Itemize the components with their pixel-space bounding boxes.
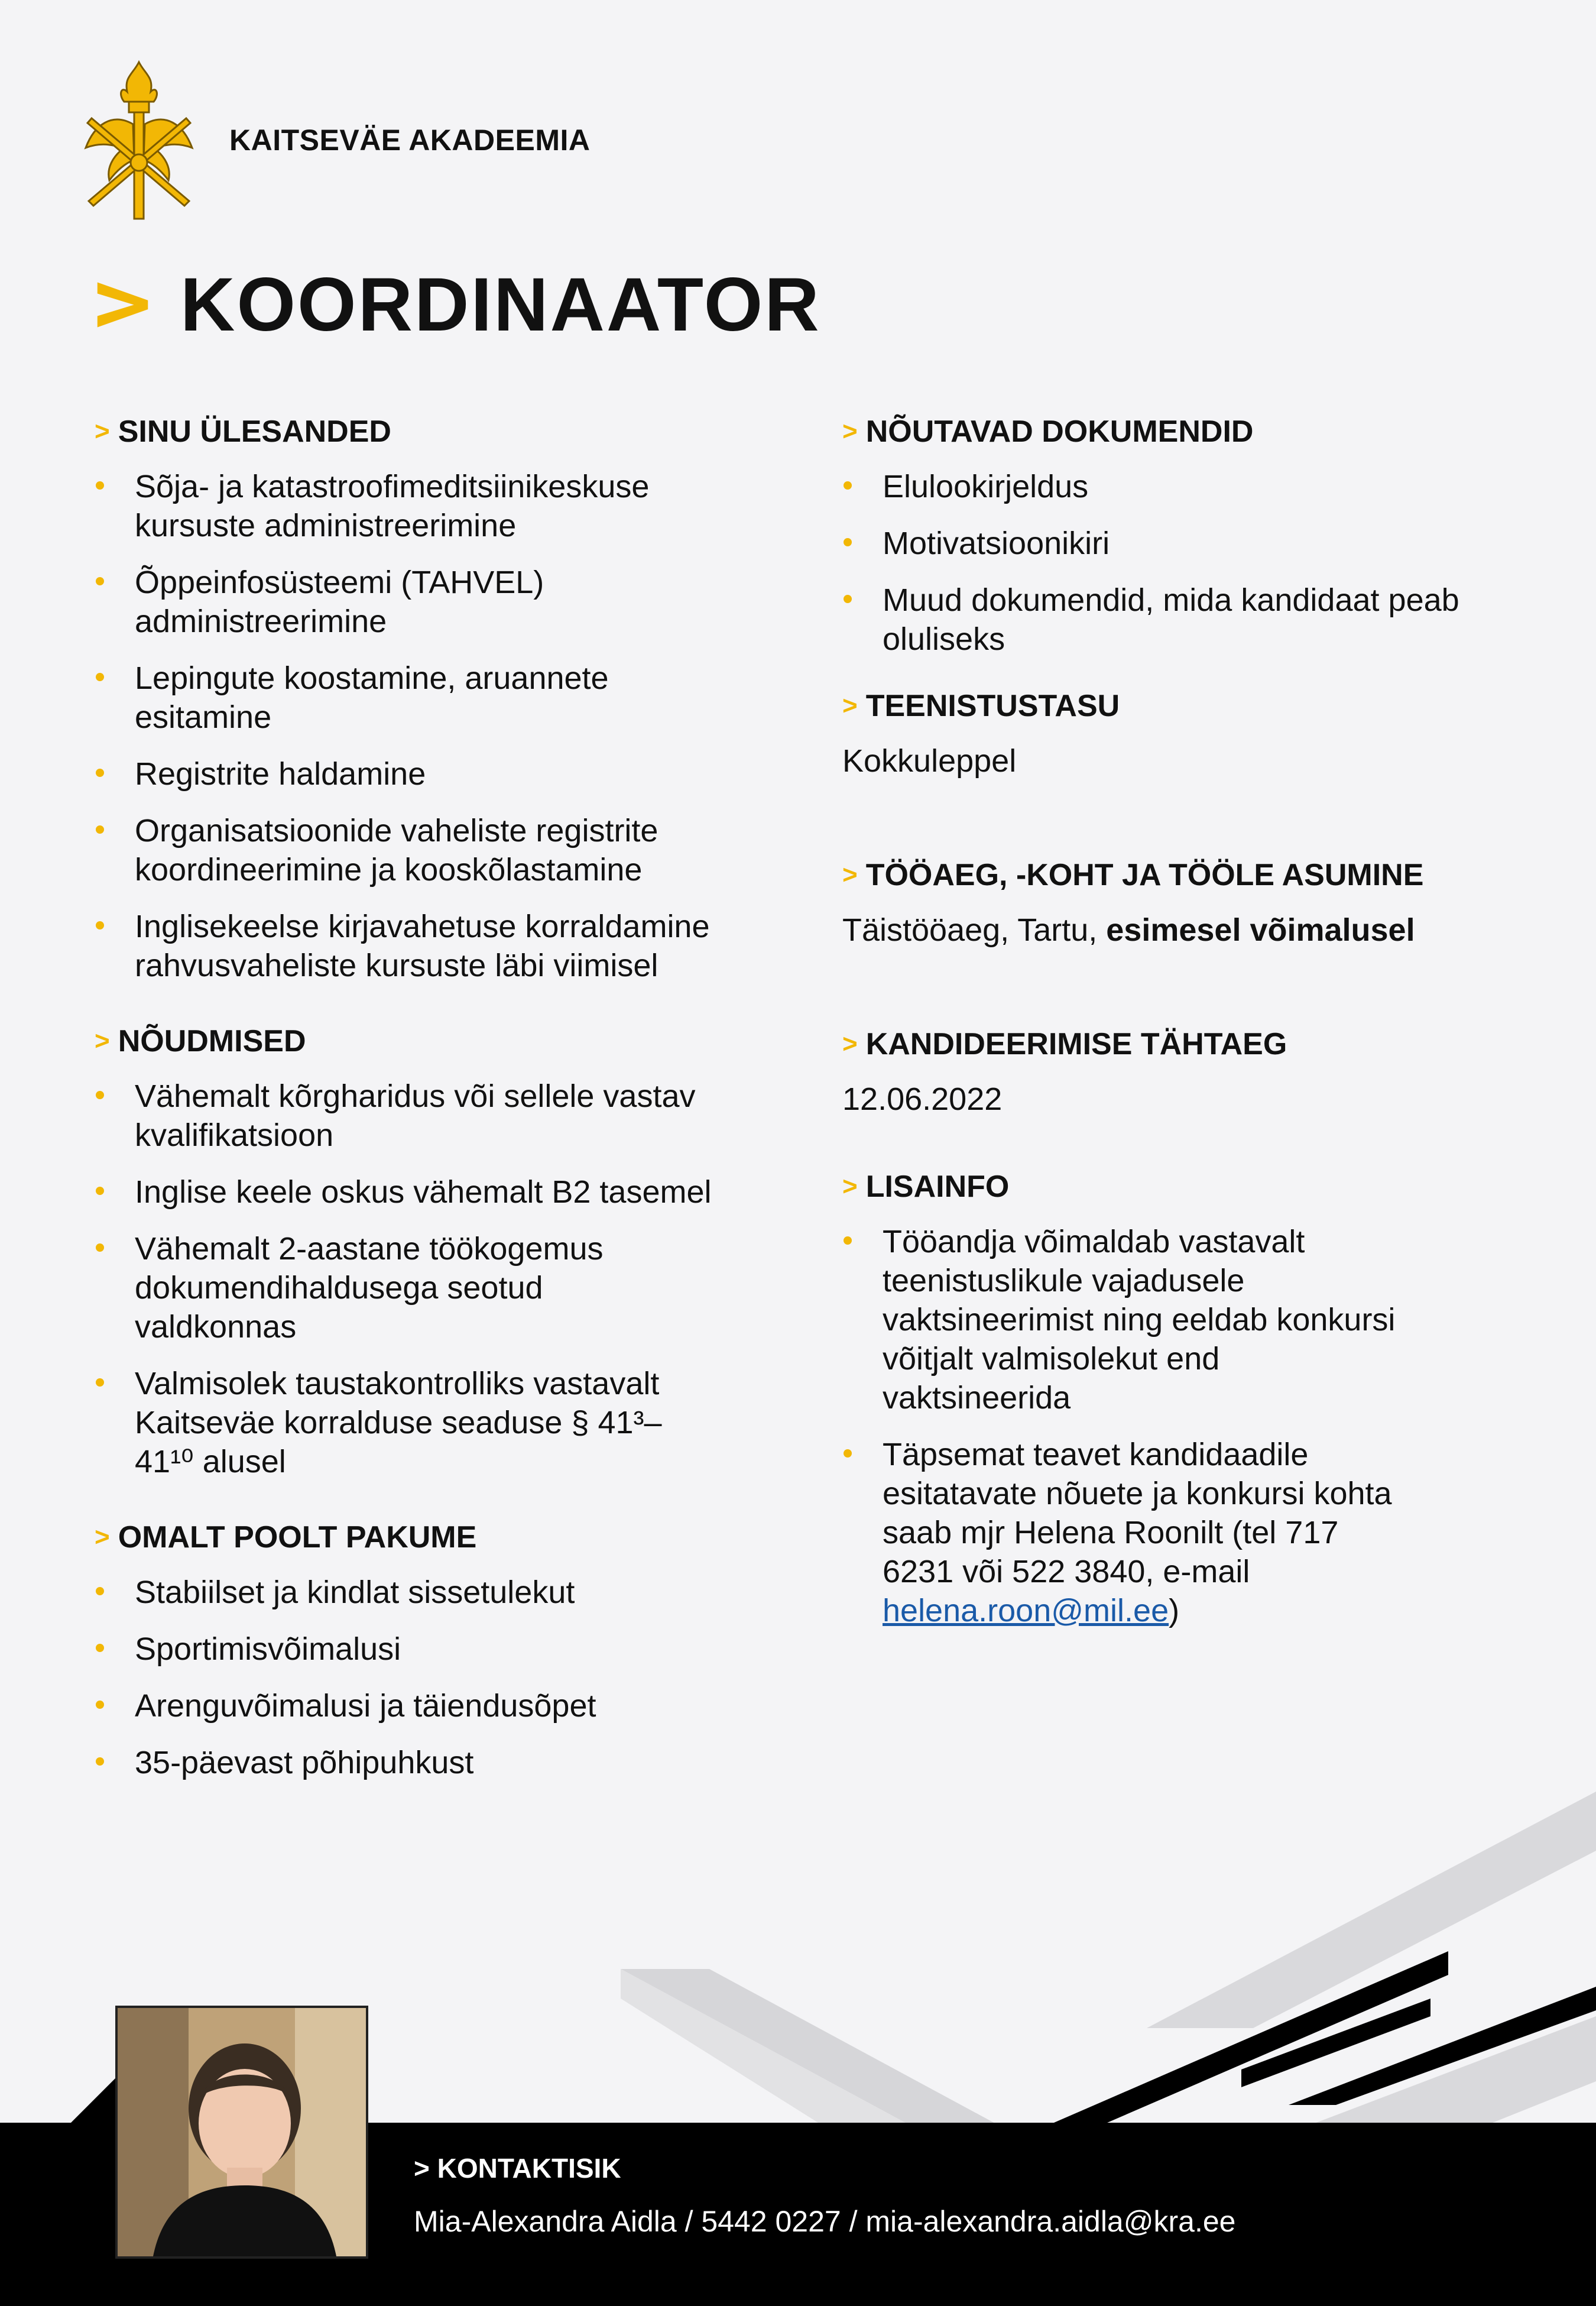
bullet-icon — [96, 577, 104, 585]
contact-photo — [115, 2006, 368, 2259]
chevron-icon: > — [842, 1029, 858, 1058]
person-portrait-icon — [118, 2008, 366, 2256]
email-link[interactable]: helena.roon@mil.ee — [883, 1593, 1169, 1628]
bullet-icon — [96, 825, 104, 834]
section-heading: > NÕUDMISED — [95, 1024, 306, 1058]
bullet-icon — [96, 769, 104, 777]
chevron-icon: > — [95, 417, 110, 446]
list-item: Arenguvõimalusi ja täiendusõpet — [95, 1686, 757, 1725]
chevron-icon: > — [842, 691, 858, 720]
bullet-icon — [96, 921, 104, 929]
info-list — [842, 1222, 1510, 1630]
deadline-date: 12.06.2022 — [842, 1081, 1003, 1117]
bullet-icon — [96, 1187, 104, 1195]
bullet-icon — [844, 1236, 852, 1245]
section-heading: > NÕUTAVAD DOKUMENDID — [842, 414, 1254, 449]
offer-list — [95, 1573, 757, 1782]
bullet-icon — [844, 538, 852, 546]
list-item: Õppeinfosüsteemi (TAHVEL) administreerimine — [95, 563, 757, 641]
list-item: Organisatsioonide vaheliste registrite koordineerimine ja kooskõlastamine — [95, 811, 757, 889]
organization-name: KAITSEVÄE AKADEEMIA — [229, 124, 591, 157]
tasks-section — [95, 408, 757, 985]
list-item: Tööandja võimaldab vastavalt teenistuslikule vajadusele vaktsineerimist ning eeldab konkursi võitjalt valmisolekut end vaktsineerida — [842, 1222, 1510, 1417]
list-item: Elulookirjeldus — [842, 467, 1510, 506]
list-item: Inglise keele oskus vähemalt B2 tasemel — [95, 1173, 757, 1212]
list-item: Registrite haldamine — [95, 754, 757, 794]
academy-emblem-icon — [77, 59, 201, 225]
bullet-icon — [96, 1701, 104, 1709]
bullet-icon — [96, 1243, 104, 1252]
list-item: Motivatsioonikiri — [842, 524, 1510, 563]
salary-text: Kokkuleppel — [842, 743, 1017, 779]
bullet-icon — [96, 673, 104, 681]
list-item: Vähemalt kõrgharidus või sellele vastav kvalifikatsioon — [95, 1077, 757, 1155]
chevron-icon: > — [842, 1172, 858, 1201]
list-item: Stabiilset ja kindlat sissetulekut — [95, 1573, 757, 1612]
chevron-icon: > — [95, 1026, 110, 1055]
bullet-icon — [96, 1644, 104, 1652]
bullet-icon — [844, 595, 852, 603]
documents-section — [842, 408, 1510, 659]
bullet-icon — [844, 1449, 852, 1458]
offer-section — [95, 1514, 757, 1782]
chevron-right-icon — [95, 277, 151, 333]
chevron-icon: > — [95, 1523, 110, 1552]
left-column — [95, 408, 757, 1800]
section-heading: > TEENISTUSTASU — [842, 689, 1120, 723]
info-section — [842, 1163, 1510, 1630]
requirements-section — [95, 1018, 757, 1481]
bullet-icon — [96, 481, 104, 490]
bullet-icon — [96, 1757, 104, 1766]
tasks-list — [95, 467, 757, 985]
section-heading: > LISAINFO — [842, 1170, 1010, 1204]
worktime-section — [842, 851, 1510, 950]
list-item: Valmisolek taustakontrolliks vastavalt Kaitseväe korralduse seaduse § 41³– 41¹⁰ alusel — [95, 1364, 757, 1481]
list-item: Muud dokumendid, mida kandidaat peab oluliseks — [842, 581, 1510, 659]
bullet-icon — [96, 1378, 104, 1387]
section-heading: > SINU ÜLESANDED — [95, 414, 391, 449]
list-item: Sõja- ja katastroofimeditsiinikeskuse kursuste administreerimine — [95, 467, 757, 545]
page-title-row — [95, 260, 821, 349]
list-item: 35-päevast põhipuhkust — [95, 1743, 757, 1782]
section-heading: > KANDIDEERIMISE TÄHTAEG — [842, 1027, 1287, 1061]
list-item: Vähemalt 2-aastane töökogemus dokumendihaldusega seotud valdkonnas — [95, 1229, 757, 1346]
documents-list — [842, 467, 1510, 659]
list-item: Sportimisvõimalusi — [95, 1630, 757, 1669]
chevron-icon: > — [842, 417, 858, 446]
start-time: esimesel võimalusel — [1106, 912, 1415, 948]
section-heading: > OMALT POOLT PAKUME — [95, 1520, 477, 1554]
list-item: Täpsemat teavet kandidaadile esitatavate nõuete ja konkursi kohta saab mjr Helena Roonilt (tel 717 6231 või 522 3840, e-mail helena.roon@mil.ee) — [842, 1435, 1510, 1630]
salary-section — [842, 682, 1510, 780]
worktime-text: Täistööaeg, Tartu, esimesel võimalusel — [842, 912, 1415, 948]
chevron-icon: > — [842, 860, 858, 889]
requirements-list — [95, 1077, 757, 1481]
page-title: KOORDINAATOR — [180, 262, 821, 347]
right-column — [842, 408, 1510, 1648]
list-item: Inglisekeelse kirjavahetuse korraldamine rahvusvaheliste kursuste läbi viimisel — [95, 907, 757, 985]
bullet-icon — [96, 1587, 104, 1595]
section-heading: > TÖÖAEG, -KOHT JA TÖÖLE ASUMINE — [842, 858, 1424, 892]
bullet-icon — [96, 1091, 104, 1099]
contact-heading: > KONTAKTISIK — [414, 2153, 621, 2184]
bullet-icon — [844, 481, 852, 490]
deadline-section — [842, 1021, 1510, 1119]
list-item: Lepingute koostamine, aruannete esitamine — [95, 659, 757, 737]
contact-details: Mia-Alexandra Aidla / 5442 0227 / mia-alexandra.aidla@kra.ee — [414, 2205, 1236, 2238]
